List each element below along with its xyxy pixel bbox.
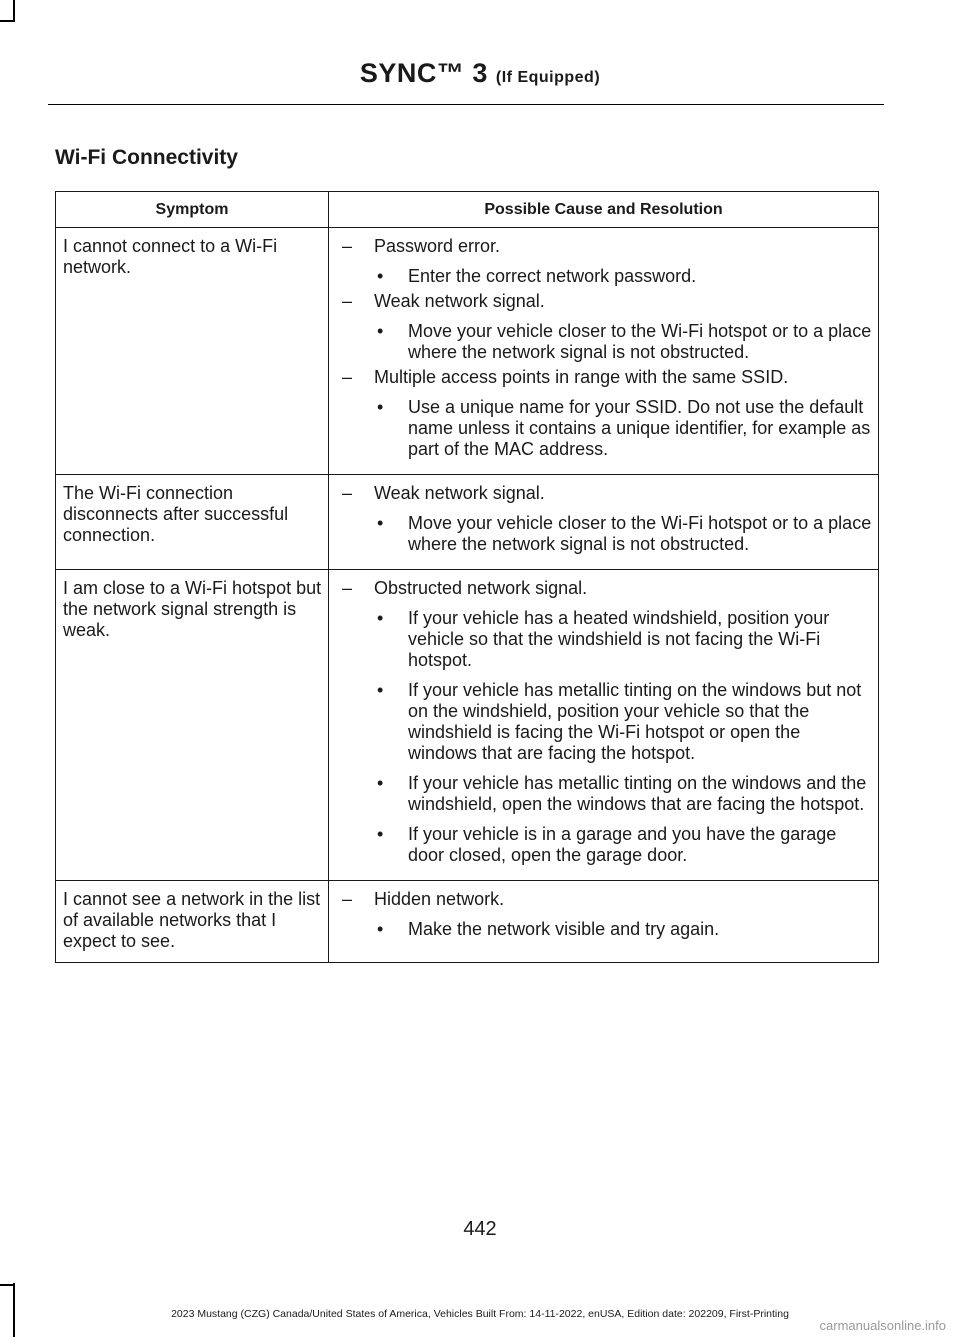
dash-marker: – — [342, 578, 353, 598]
resolution-cell — [329, 570, 879, 881]
bullet-marker: • — [377, 824, 384, 844]
page-number: 442 — [463, 1218, 497, 1240]
bullet-marker: • — [377, 680, 384, 700]
table-row — [56, 228, 879, 475]
cause-item — [342, 367, 872, 388]
symptom-cell: I cannot connect to a Wi-Fi network. — [56, 228, 329, 475]
bullet-marker: • — [377, 513, 384, 533]
bullet-text: Make the network visible and try again. — [408, 919, 720, 939]
bullet-text: Enter the correct network password. — [408, 266, 697, 286]
table-row — [56, 475, 879, 570]
table-header-row — [56, 192, 879, 228]
crop-mark — [0, 20, 14, 22]
resolution-bullet — [374, 824, 872, 866]
resolution-cell — [329, 228, 879, 475]
bullet-marker: • — [377, 919, 384, 939]
table-row — [56, 881, 879, 963]
resolution-bullet — [374, 773, 872, 815]
cause-text: Password error. — [374, 236, 501, 256]
bullet-marker: • — [377, 773, 384, 793]
header-title: SYNC™ 3 — [359, 58, 488, 88]
resolution-bullet — [374, 266, 872, 287]
resolution-bullet — [374, 321, 872, 363]
header-divider — [48, 104, 884, 105]
bullet-text: If your vehicle has metallic tinting on the windows and the windshield, open the windows that are facing the hotspot. — [408, 773, 867, 814]
dash-marker: – — [342, 367, 353, 387]
running-header — [0, 58, 960, 89]
header-subtitle: (If Equipped) — [495, 69, 601, 86]
watermark: carmanualsonline.info — [819, 1318, 946, 1333]
symptom-table — [55, 191, 879, 963]
resolution-bullet — [374, 397, 872, 460]
column-header-symptom: Symptom — [56, 192, 329, 228]
symptom-cell: I cannot see a network in the list of available networks that I expect to see. — [56, 881, 329, 963]
cause-text: Hidden network. — [374, 889, 505, 909]
resolution-cell — [329, 475, 879, 570]
crop-mark — [0, 1284, 14, 1286]
symptom-cell: The Wi-Fi connection disconnects after successful connection. — [56, 475, 329, 570]
cause-item — [342, 578, 872, 599]
dash-marker: – — [342, 236, 353, 256]
dash-marker: – — [342, 483, 353, 503]
section-title: Wi-Fi Connectivity — [55, 146, 238, 169]
bullet-marker: • — [377, 266, 384, 286]
cause-text: Multiple access points in range with the same SSID. — [374, 367, 789, 387]
table-row — [56, 570, 879, 881]
dash-marker: – — [342, 889, 353, 909]
bullet-text: If your vehicle is in a garage and you have the garage door closed, open the garage door. — [408, 824, 837, 865]
column-header-resolution: Possible Cause and Resolution — [329, 192, 879, 228]
bullet-text: Move your vehicle closer to the Wi-Fi hotspot or to a place where the network signal is not obstructed. — [408, 513, 872, 554]
resolution-bullet — [374, 680, 872, 764]
bullet-marker: • — [377, 321, 384, 341]
bullet-marker: • — [377, 397, 384, 417]
resolution-bullet — [374, 919, 872, 940]
resolution-bullet — [374, 608, 872, 671]
symptom-cell: I am close to a Wi-Fi hotspot but the network signal strength is weak. — [56, 570, 329, 881]
footer-text: 2023 Mustang (CZG) Canada/United States of America, Vehicles Built From: 14-11-2022, enUSA, Edition date: 202209, First-Printing — [171, 1308, 789, 1320]
cause-text: Obstructed network signal. — [374, 578, 588, 598]
bullet-text: If your vehicle has metallic tinting on the windows but not on the windshield, position your vehicle so that the windshield is facing the Wi-Fi hotspot or open the windows that are facing the hotspot. — [408, 680, 862, 763]
bullet-marker: • — [377, 608, 384, 628]
resolution-bullet — [374, 513, 872, 555]
bullet-text: Move your vehicle closer to the Wi-Fi hotspot or to a place where the network signal is not obstructed. — [408, 321, 872, 362]
cause-item — [342, 291, 872, 312]
resolution-cell — [329, 881, 879, 963]
crop-mark — [13, 0, 15, 22]
cause-item — [342, 889, 872, 910]
dash-marker: – — [342, 291, 353, 311]
cause-item — [342, 483, 872, 504]
cause-text: Weak network signal. — [374, 291, 545, 311]
cause-text: Weak network signal. — [374, 483, 545, 503]
cause-item — [342, 236, 872, 257]
bullet-text: Use a unique name for your SSID. Do not use the default name unless it contains a unique identifier, for example as part of the MAC address. — [408, 397, 871, 459]
bullet-text: If your vehicle has a heated windshield, position your vehicle so that the windshield is not facing the Wi-Fi hotspot. — [408, 608, 830, 670]
